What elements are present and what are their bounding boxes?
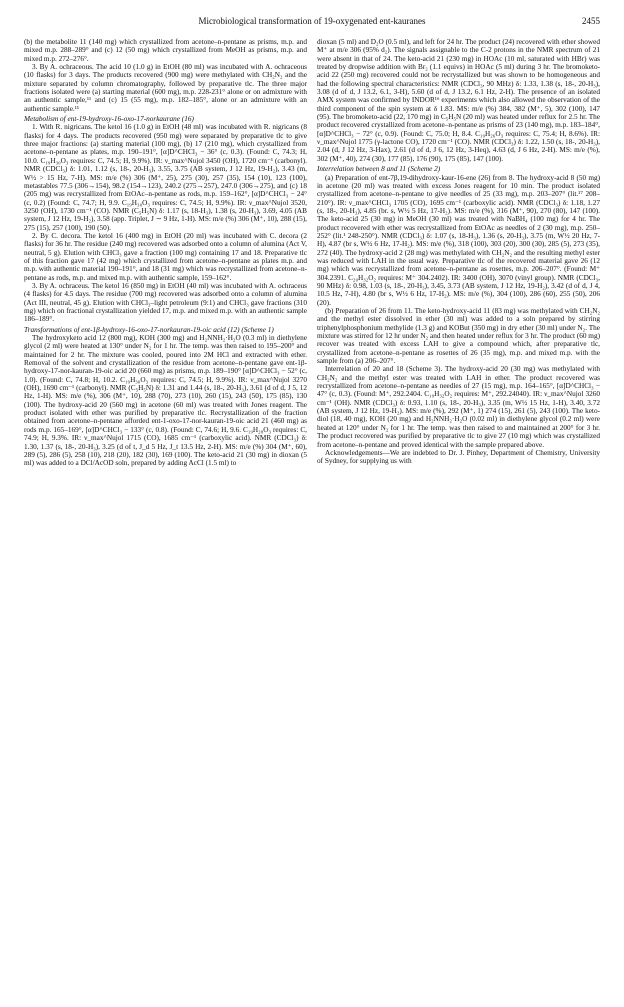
running-head: [24, 14, 600, 28]
section-heading: Transformations of ent-1β-hydroxy-16-oxo-17-norkauran-19-oic acid (12) (Scheme 1): [24, 325, 274, 334]
paragraph: Interrelation of 20 and 18 (Scheme 3). The hydroxy-acid 20 (30 mg) was methylated with CH₂N₂ and the methyl ester was treated with LAH in ether. The product recovered was recrystallized from acetone–n-pentane as needles of 27 (15 mg), m.p. 164–165°, [α]D^CHCl₃ − 47° (c, 0.3). (Found: M⁺, 292.2404. C₁₉H₃₂O₂ requires: M⁺, 292.24040). IR: ν_max^Nujol 3260 cm⁻¹ (OH). NMR (CDCl₃) δ: 0.93, 1.10 (s, 18-, 20-H₃), 3.35 (m, W½ 15 Hz, 1-H), 3.40, 3.72 (AB system, J 12 Hz, 19-H₂). MS: m/e (%), 292 (M⁺, 1) 274 (15), 261 (5), 243 (100). The keto-diol (18, 40 mg), KOH (20 mg) and H₂NNH₂·H₂O (0.02 ml) in diethylene glycol (0.2 ml) were heated at 120° under N₂ for 1 hr. The temp. was then raised to and maintained at 200° for 3 hr. The product recovered was purified by preparative tlc to give 27 (10 mg) which was crystallized from acetone–n-pentane and proved identical with the sample prepared above.: [317, 365, 600, 449]
paragraph: 3. By A. ochraceous. The acid 10 (1.0 g) in EtOH (80 ml) was incubated with A. ochraceous (10 flasks) for 3 days. The products recovered (900 mg) were methylated with CH₂N₂ and the mixture separated by column chromatography, followed by preparative tlc. The three major fractions isolated were (a) starting material (600 mg), m.p. 228-231° alone or on admixture with an authentic sample,¹¹ and (c) 15 (55 mg), m.p. 182–185°, alone or an admixture with an authentic sample.¹¹: [24, 63, 307, 113]
left-column: [24, 38, 307, 468]
page-number: 2455: [582, 16, 600, 26]
running-title: Microbiological transformation of 19-oxygenated ent-kauranes: [198, 16, 426, 26]
paragraph: (a) Preparation of ent-7β,19-dihydroxy-kaur-16-ene (26) from 8. The hydroxy-acid 8 (50 mg) in acetone (20 ml) was treated with excess Jones reagent for 10 min. The product isolated crystallized from acetone–n-pentane to give needles of 25 (33 mg), m.p. 203–207° (lit.¹⁷ 208–210°). IR: ν_max^CHCl₃ 1705 (CO), 1695 cm⁻¹ (carboxylic acid). NMR (CDCl₃) δ: 1.18, 1.27 (s, 18-, 20-H₃), 4.85 (br. s, W½ 5 Hz, 17-H₂). MS: m/e (%), 316 (M⁺, 90), 270 (80), 147 (100). The keto-acid 25 (30 mg) in MeOH (30 ml) was treated with NaBH₄ (100 mg) for 4 hr. The product recovered with ether was recrystallized from EtOAc as needles of 2 (30 mg), m.p. 250–252° (lit.¹ 248-250°). NMR (CDCl₃) δ: 1.07 (s, 18-H₃), 1.36 (s, 20-H₃), 3.75 (m, W½ 20 Hz, 7-H), 4.87 (br s, W½ 6 Hz, 17-H₂). MS: m/e (%), 318 (100), 303 (20), 300 (30), 285 (5), 273 (35), 272 (40). The hydroxy-acid 2 (28 mg) was methylated with CH₂N₂ and the resulting methyl ester was reduced with LAH in the usual way. Preparative tlc of the recovered material gave 26 (12 mg) which was recrystallized from acetone–n-pentane as rosettes, m.p. 206–207°. (Found: M⁺ 304.2391. C₂₀H₃₂O₂ requires: M⁺ 304.2402). IR: 3400 (OH), 3070 (vinyl group). NMR (CDCl₃, 90 MHz) δ: 0.98, 1.03 (s, 18-, 20-H₃), 3.45, 3.73 (AB system, J 12 Hz, 19-H₂), 3.42 (d of d, J 4, 10.5 Hz, 7-H), 4.80 (br s, W½ 6 Hz, 17-H₂). MS: m/e (%), 304 (100), 286 (60), 255 (50), 206 (20).: [317, 173, 600, 307]
paragraph: (b) Preparation of 26 from 11. The keto-hydroxy-acid 11 (83 mg) was methylated with CH₂N₂ and the methyl ester dissolved in ether (30 ml) was added to a soln prepared by stirring triphenylphosphonium methylide (1.3 g) and KOBut (350 mg) in dry ether (30 ml) under N₂. The mixture was stirred for 12 hr under N₂ and then heated under reflux for 3 hr. The product (60 mg) recover was treated with excess LAH to give a compound which, after preparative tlc, crystallized from acetone–n-pentane as rosettes of 26 (35 mg), m.p. and mixed m.p. with the sample from (a) 206–207°.: [317, 307, 600, 366]
paragraph: 3. By A. ochraceus. The ketol 16 (850 mg) in EtOH (40 ml) was incubated with A. ochraceus (4 flasks) for 4.5 days. The residue (700 mg) recovered was adsorbed onto a column of alumina (Act III, neutral, 45 g). Elution with CHCl₃–light petroleum (9:1) and CHCl₃ gave fractions (310 mg) which on fractional crystallization yielded 17, m.p. and mixed m.p. with an authentic sample 186–189°.: [24, 281, 307, 324]
section-heading: Interrelation between 8 and 11 (Scheme 2): [317, 165, 441, 174]
paragraph: (b) the metabolite 11 (140 mg) which crystallized from acetone–n-pentane as prisms, m.p. and mixed m.p. 288–289° and (c) 12 (50 mg) which crystallized from MeOH as prisms, m.p. and mixed m.p. 272–276°.: [24, 38, 307, 63]
paragraph: Acknowledgements—We are indebted to Dr. J. Pinhey, Department of Chemistry, University of Sydney, for supplying us with: [317, 448, 600, 466]
paragraph: 2. By C. decora. The ketol 16 (400 mg) in EtOH (20 ml) was incubated with C. decora (2 flasks) for 36 hr. The residue (240 mg) recovered was adsorbed onto a column of alumina (Act V, neutral, 5 g). Elution with CHCl₃ gave a fraction (100 mg) containing 17 and 18. Preparative tlc of this fraction gave 17 (42 mg) which crystallized from acetone–n-pentane as plates m.p. and m.p. with authentic material 190–191°, and 18 (31 mg) which was recrystallized from acetone–n-pentane as rods, m.p. and mixed m.p. with authentic sample, 159–162°.: [24, 231, 307, 282]
section-heading: Metabolism of ent-19-hydroxy-16-oxo-17-norkaurane (16): [24, 115, 194, 124]
paragraph: dioxan (5 ml) and D₂O (0.5 ml), and left for 24 hr. The product (24) recovered with ether showed M⁺ at m/e 306 (95% d₂). The signals assignable to the C-2 protons in the NMR spectrum of 21 were absent in that of 24. The keto-acid 21 (230 mg) in HOAc (10 ml, saturated with HBr) was treated by dropwise addition with Br₂ (1.1 equivs) in HOAc (5 ml) during 3 hr. The bromoketo-acid 22 (250 mg) recovered could not be recrystallized but was shown to be homogeneous and had the following spectral characteristics: NMR (CDCl₃, 90 MHz) δ: 1.33, 1.38 (s, 18-, 20-H₃), 3.08 (d of d, J 13.2, 6.1, 3-H), 5.60 (d of d, J 13.2, 6.1 Hz, 2-H). The presence of an isolated AMX system was confirmed by INDOR¹⁶ experiments which also allowed the observation of the third component of the spin system at δ 1.83. MS: m/e (%) 384, 382 (M⁺, 5), 302 (100), 147 (95). The bromoketo-acid (22, 170 mg) in C₅H₅N (20 ml) was heated under reflux for 2.5 hr. The product recovered crystallized from acetone–n-pentane as prisms of 23 (140 mg), m.p. 183–184°, [α]D^CHCl₃ − 72° (c, 0.9). (Found: C, 75.0; H, 8.4. C₁₉H₂₆O₃ requires: C, 75.4; H, 8.6%). IR: ν_max^Nujol 1775 (γ-lactone CO), 1720 cm⁻¹ (CO). NMR (CDCl₃) δ: 1.22, 1.50 (s, 18-, 20-H₃), 2.04 (d, J 12 Hz, 3-Hax), 2.61 (d of d, J 6, 12 Hz, 3-Heq), 4.63 (d, J 6 Hz, 2-H). MS: m/e (%), 302 (M⁺, 40), 274 (30), 177 (85), 176 (90), 175 (85), 147 (100).: [317, 38, 600, 163]
body-columns: [24, 38, 600, 468]
paragraph: 1. With R. nigricans. The ketol 16 (1.0 g) in EtOH (48 ml) was incubated with R. nigricans (8 flasks) for 4 days. The products recovered (950 mg) were separated by preparative tlc to give three major fractions: (a) starting material (100 mg), (b) 17 (210 mg), which crystallized from acetone–n-pentane as plates, m.p. 190–191°, [α]D^CHCl₃ − 36° (c, 0.3). (Found: C, 74.3; H, 10.0. C₁₉H₃₀O₃ requires: C, 74.5; H, 9.9%). IR: ν_max^Nujol 3450 (OH), 1720 cm⁻¹ (carbonyl). NMR (CDCl₃) δ: 1.01, 1.12 (s, 18-, 20-H₃), 3.55, 3.75 (AB system, J 12 Hz, 19-H₂), 3.43 (m, W½ > 15 Hz, 7-H). MS: m/e (%) 306 (M⁺, 25), 275 (30), 257 (35), 154 (10), 123 (100), metastables 77.5 (306→154), 98.2 (154→123), 240.2 (275→257), 247.0 (306→275), and (c) 18 (205 mg) was recrystallized from EtOAc–n-pentane as rods, m.p. 159–162°, [α]D^CHCl₃ − 24° (c, 0.2) (Found: C, 74.7; H, 9.9. C₁₉H₃₀O₃ requires: C, 74.5; H, 9.9%). IR: ν_max^Nujol 3520, 3250 (OH), 1730 cm⁻¹ (CO). NMR (C₅H₅N) δ: 1.17 (s, 18-H₃), 1.38 (s, 20-H₃), 3.69, 4.05 (AB system, J 12 Hz, 19-H₂), 3.58 (app. Triplet, J ∼ 9 Hz, 1-H). MS: m/e (%) 306 (M⁺, 10), 288 (15), 275 (15), 257 (100), 190 (50).: [24, 123, 307, 232]
right-column: [317, 38, 600, 468]
paragraph: The hydroxyketo acid 12 (800 mg), KOH (300 mg) and H₂NNH₂·H₂O (0.3 ml) in diethylene glycol (2 ml) were heated at 130° under N₂ for 1 hr. The temp. was then raised to 195–200° and maintained for 2 hr. The mixture was cooled, poured into 2M HCl and extracted with ether. Removal of the solvent and crystallization of the residue from acetone–n-pentane gave ent-1β-hydroxy-17-nor-kauran-19-oic acid 20 (660 mg) as prisms, m.p. 189–190° [α]D^CHCl₃ − 52° (c, 1.0). (Found: C, 74.8; H, 10.2. C₁₉H₃₀O₃ requires: C, 74.5; H, 9.9%). IR: ν_max^Nujol 3270 (OH), 1690 cm⁻¹ (carbonyl). NMR (C₅H₅N) δ: 1.31 and 1.44 (s, 18-, 20-H₃), 3.61 (d of d, J 5, 12 Hz, 1-H). MS: m/e (%), 306 (M⁺, 10), 288 (70), 273 (10), 260 (15), 243 (50), 175 (85), 130 (100). The hydroxy-acid 20 (560 mg) in acetone (60 ml) was treated with Jones reagent. The product isolated with ether was purified by preparative tlc. Recrystallization of the fraction obtained from acetone–n-pentane afforded ent-1-oxo-17-nor-kauran-19-oic acid 21 (460 mg) as rods m.p. 165–169°, [α]D^CHCl₃ − 133° (c, 0.8). (Found: C, 74.6; H, 9.6. C₁₉H₂₈O₃ requires: C, 74.9; H, 9.3%. IR: ν_max^Nujol 1715 (CO), 1685 cm⁻¹ (carboxylic acid). NMR (CDCl₃) δ: 1.30, 1.37 (s, 18-, 20-H₃), 3.25 (d of t, J_d 5 Hz, J_t 13.5 Hz, 2-H). MS: m/e (%) 304 (M⁺, 60), 289 (5), 286 (5), 258 (10), 218 (20), 182 (30), 169 (100). The keto-acid 21 (30 mg) in dioxan (5 ml) was added to a DCl/AcOD soln, prepared by adding AcCl (1.5 ml) to: [24, 334, 307, 468]
